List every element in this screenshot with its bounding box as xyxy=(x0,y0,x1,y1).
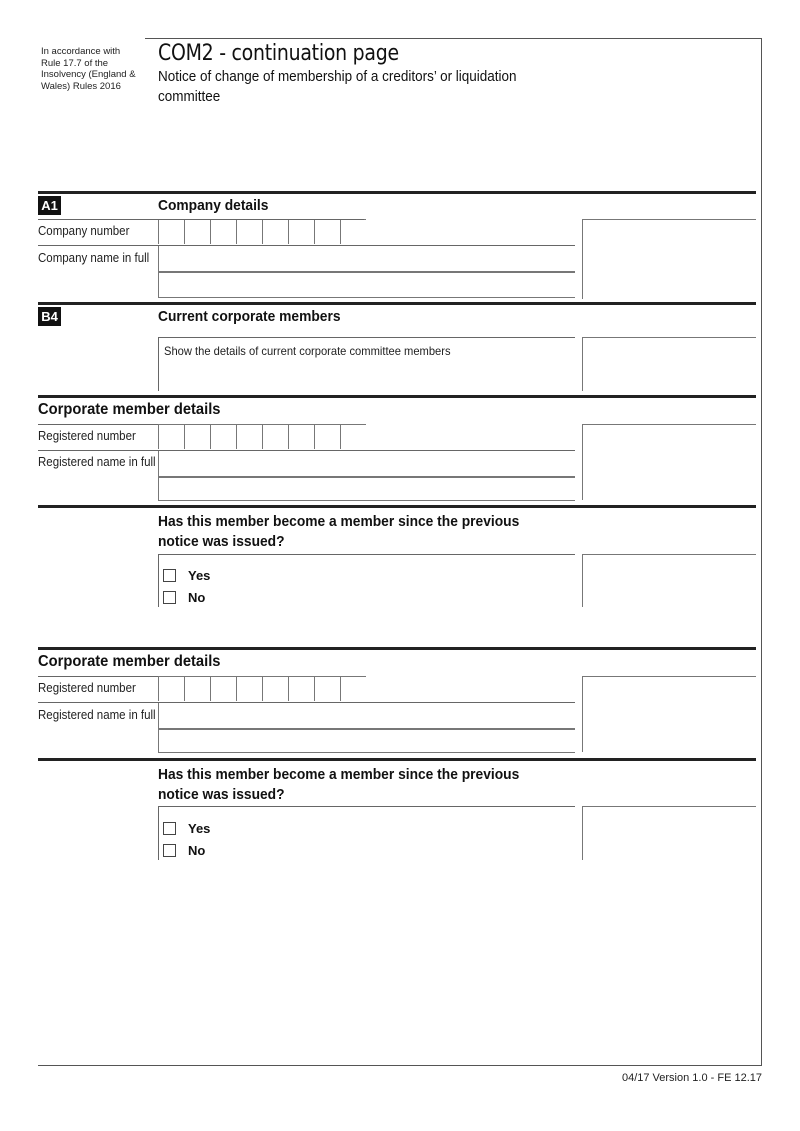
no-label: No xyxy=(188,843,206,858)
digit-box[interactable] xyxy=(158,424,184,449)
section-badge-b4: B4 xyxy=(38,307,61,326)
guidance-box xyxy=(582,554,756,607)
row-rule xyxy=(38,424,158,425)
digit-box[interactable] xyxy=(210,219,236,244)
company-name-input-line2[interactable] xyxy=(158,272,575,298)
row-rule xyxy=(38,219,158,220)
instruction-note: Show the details of current corporate committee members xyxy=(164,344,451,358)
company-name-input-line1[interactable] xyxy=(158,246,575,272)
guidance-box xyxy=(582,676,756,752)
section-badge-a1: A1 xyxy=(38,196,61,215)
section-title-company-details: Company details xyxy=(158,197,269,214)
form-subtitle: Notice of change of membership of a creditors’ or liquidation committee xyxy=(158,69,517,105)
section-divider xyxy=(38,302,756,305)
new-member-question: Has this member become a member since the previous notice was issued? xyxy=(158,766,520,803)
no-checkbox[interactable] xyxy=(163,591,176,604)
guidance-box xyxy=(582,424,756,500)
digit-box[interactable] xyxy=(184,219,210,244)
no-checkbox[interactable] xyxy=(163,844,176,857)
digit-box[interactable] xyxy=(158,676,184,701)
guidance-box xyxy=(582,337,756,391)
registered-name-label: Registered name in full xyxy=(38,455,156,469)
version-footer: 04/17 Version 1.0 - FE 12.17 xyxy=(621,1072,762,1084)
registered-number-field[interactable] xyxy=(158,424,366,449)
digit-box[interactable] xyxy=(288,676,314,701)
registered-number-label: Registered number xyxy=(38,429,136,443)
corporate-member-details-title: Corporate member details xyxy=(38,653,221,670)
digit-box[interactable] xyxy=(262,676,288,701)
digit-box[interactable] xyxy=(314,424,340,449)
section-divider xyxy=(38,758,756,761)
box-rule xyxy=(158,554,575,555)
registered-name-label: Registered name in full xyxy=(38,708,156,722)
digit-box[interactable] xyxy=(262,219,288,244)
digit-box[interactable] xyxy=(184,676,210,701)
section-divider xyxy=(38,191,756,194)
section-title-current-corporate-members: Current corporate members xyxy=(158,308,341,325)
digit-box[interactable] xyxy=(236,424,262,449)
registered-name-input-line2[interactable] xyxy=(158,477,575,501)
digit-box[interactable] xyxy=(340,219,366,244)
box-rule xyxy=(158,337,159,391)
digit-box[interactable] xyxy=(236,219,262,244)
company-number-label: Company number xyxy=(38,224,130,238)
guidance-box xyxy=(582,219,756,299)
digit-box[interactable] xyxy=(158,219,184,244)
row-rule xyxy=(38,676,158,677)
section-divider xyxy=(38,395,756,398)
box-rule xyxy=(158,554,159,607)
row-rule xyxy=(158,219,364,220)
digit-box[interactable] xyxy=(210,676,236,701)
registered-name-input-line1[interactable] xyxy=(158,451,575,477)
box-rule xyxy=(158,806,159,860)
no-label: No xyxy=(188,590,206,605)
yes-label: Yes xyxy=(188,821,211,836)
registered-name-input-line1[interactable] xyxy=(158,703,575,729)
legal-reference: In accordance with Rule 17.7 of the Insolvency (England & Wales) Rules 2016 xyxy=(41,46,136,92)
corporate-member-details-title: Corporate member details xyxy=(38,401,221,418)
digit-box[interactable] xyxy=(236,676,262,701)
top-rule xyxy=(145,38,762,39)
registered-number-label: Registered number xyxy=(38,681,136,695)
section-divider xyxy=(38,647,756,650)
digit-box[interactable] xyxy=(288,219,314,244)
guidance-box xyxy=(582,806,756,860)
company-name-label: Company name in full xyxy=(38,251,150,265)
digit-box[interactable] xyxy=(340,676,366,701)
yes-label: Yes xyxy=(188,568,211,583)
box-rule xyxy=(158,806,575,807)
new-member-question: Has this member become a member since the previous notice was issued? xyxy=(158,513,520,550)
yes-checkbox[interactable] xyxy=(163,822,176,835)
section-divider xyxy=(38,505,756,508)
registered-name-input-line2[interactable] xyxy=(158,729,575,753)
digit-box[interactable] xyxy=(340,424,366,449)
digit-box[interactable] xyxy=(262,424,288,449)
box-rule xyxy=(158,337,575,338)
registered-number-field[interactable] xyxy=(158,676,366,701)
digit-box[interactable] xyxy=(288,424,314,449)
company-number-field[interactable] xyxy=(158,219,366,244)
form-title: COM2 - continuation page xyxy=(158,41,399,66)
yes-checkbox[interactable] xyxy=(163,569,176,582)
digit-box[interactable] xyxy=(314,219,340,244)
digit-box[interactable] xyxy=(314,676,340,701)
digit-box[interactable] xyxy=(210,424,236,449)
digit-box[interactable] xyxy=(184,424,210,449)
